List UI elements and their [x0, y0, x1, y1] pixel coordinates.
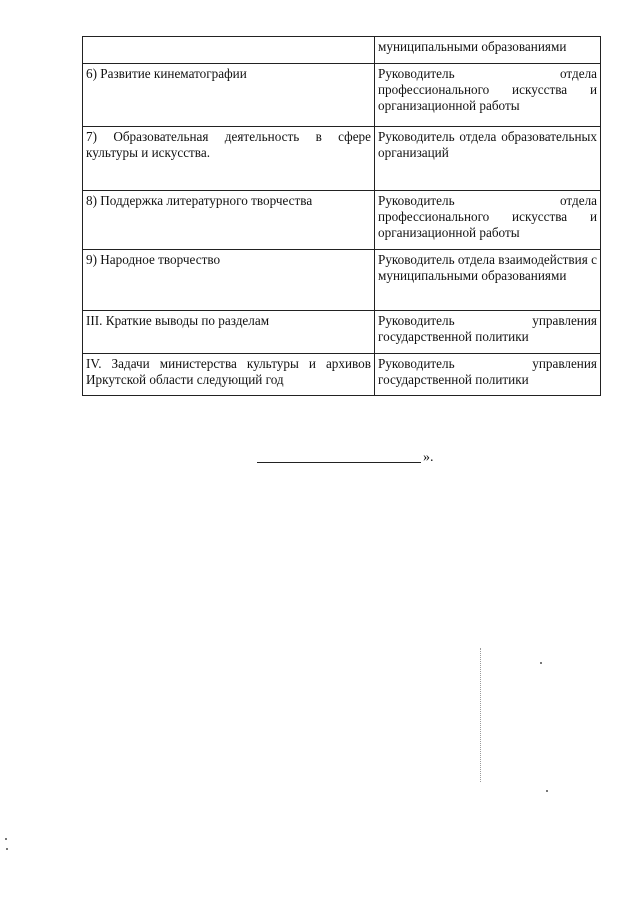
table-row: [83, 311, 601, 354]
scan-margin-line: [480, 648, 481, 782]
section-cell: 8) Поддержка литературного творчества: [83, 191, 375, 250]
section-cell: [83, 37, 375, 64]
responsible-cell: Руководитель отдела профессионального искусства и организационной работы: [375, 191, 601, 250]
scan-speck: [5, 838, 7, 840]
table-row: [83, 250, 601, 311]
responsible-cell: Руководитель управления государственной политики: [375, 354, 601, 396]
scan-speck: [540, 662, 542, 664]
responsible-cell: Руководитель управления государственной политики: [375, 311, 601, 354]
scan-speck: [546, 790, 548, 792]
scan-speck: [6, 848, 8, 850]
closing-line: [257, 450, 447, 470]
table-row: [83, 64, 601, 127]
table-row: [83, 37, 601, 64]
responsible-cell: муниципальными образованиями: [375, 37, 601, 64]
responsible-cell: Руководитель отдела взаимодействия с муниципальными образованиями: [375, 250, 601, 311]
signature-underline: [257, 462, 421, 463]
table-row: [83, 191, 601, 250]
responsible-cell: Руководитель отдела образовательных организаций: [375, 127, 601, 191]
responsible-cell: Руководитель отдела профессионального искусства и организационной работы: [375, 64, 601, 127]
section-cell: 9) Народное творчество: [83, 250, 375, 311]
section-cell: 7) Образовательная деятельность в сфере культуры и искусства.: [83, 127, 375, 191]
section-cell: 6) Развитие кинематографии: [83, 64, 375, 127]
table-row: [83, 127, 601, 191]
section-cell: III. Краткие выводы по разделам: [83, 311, 375, 354]
section-cell: IV. Задачи министерства культуры и архивов Иркутской области следующий год: [83, 354, 375, 396]
responsibility-table: [82, 36, 601, 396]
table-row: [83, 354, 601, 396]
closing-quote-mark: ».: [423, 450, 434, 465]
